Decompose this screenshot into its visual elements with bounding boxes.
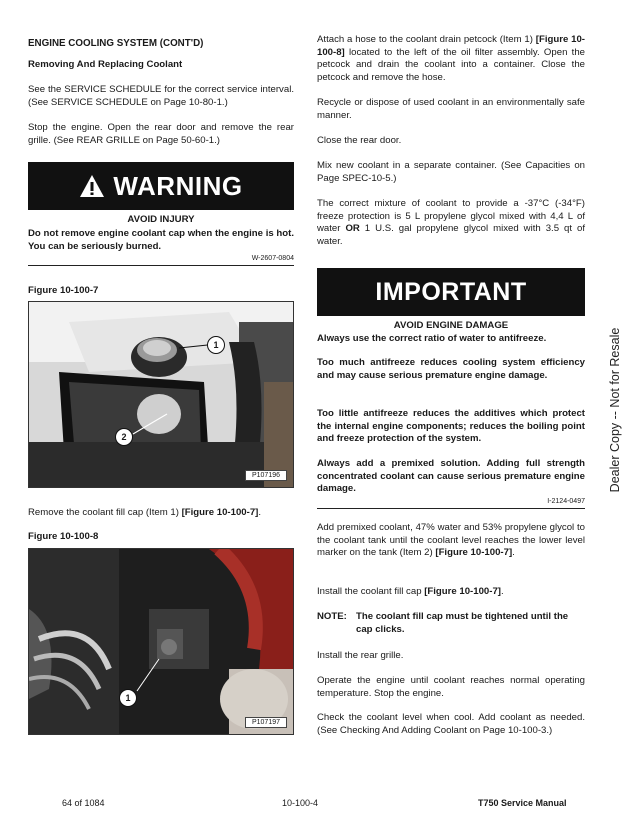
figure-ref: [Figure 10-100-7] xyxy=(181,507,259,518)
paragraph-remove-cap: Remove the coolant fill cap (Item 1) [Figure 10-100-7]. xyxy=(28,507,262,518)
paragraph-service-interval: See the SERVICE SCHEDULE for the correct service interval. (See SERVICE SCHEDULE on Page 10-80-1.) xyxy=(28,84,294,108)
important-line-3: Too little antifreeze reduces the additives which protect the internal engine components; reduces the boiling point and freeze protection of the system. xyxy=(317,408,585,445)
section-title: ENGINE COOLING SYSTEM (CONT'D) xyxy=(28,38,204,49)
figure-10-100-7-photo xyxy=(28,301,294,488)
callout-1: 1 xyxy=(207,336,225,354)
important-line-2: Too much antifreeze reduces cooling system efficiency and may cause serious premature engine damage. xyxy=(317,357,585,381)
figure-10-100-8-photo xyxy=(28,548,294,735)
footer-page-count: 64 of 1084 xyxy=(62,798,105,808)
footer-manual-title: T750 Service Manual xyxy=(478,798,567,808)
warning-divider xyxy=(28,265,294,266)
warning-triangle-icon xyxy=(79,174,105,198)
important-heading: AVOID ENGINE DAMAGE xyxy=(393,320,509,331)
footer-page-number: 10-100-4 xyxy=(282,798,319,808)
figure-label-1: Figure 10-100-7 xyxy=(28,285,99,296)
drain-petcock-illustration xyxy=(29,549,294,735)
callout-1: 1 xyxy=(119,689,137,707)
coolant-tank-illustration xyxy=(29,302,294,488)
paragraph-install-cap: Install the coolant fill cap [Figure 10-100-7]. xyxy=(317,586,504,597)
note-label: NOTE: xyxy=(317,611,347,622)
photo-code: P107197 xyxy=(245,717,287,728)
note-text: The coolant fill cap must be tightened until the cap clicks. xyxy=(356,611,569,635)
figure-label-2: Figure 10-100-8 xyxy=(28,531,99,542)
paragraph-attach-hose: Attach a hose to the coolant drain petcock (Item 1) [Figure 10-100-8] located to the left of the oil filter assembly. Open the petcock and drain the coolant into a container. Close the petcock and remove the hose. xyxy=(317,34,585,83)
warning-code: W-2607-0804 xyxy=(251,255,294,262)
paragraph-recycle: Recycle or dispose of used coolant in an environmentally safe manner. xyxy=(317,97,585,121)
warning-heading: AVOID INJURY xyxy=(127,214,195,225)
warning-text: Do not remove engine coolant cap when the engine is hot. You can be seriously burned. xyxy=(28,228,294,252)
paragraph-check-level: Check the coolant level when cool. Add coolant as needed. (See Checking And Adding Coolant on Page 10-100-3.) xyxy=(317,712,585,736)
sidebar-text: Dealer Copy -- Not for Resale xyxy=(608,327,622,493)
callout-2: 2 xyxy=(115,428,133,446)
important-divider xyxy=(317,508,585,509)
photo-code: P107196 xyxy=(245,470,287,481)
subheading: Removing And Replacing Coolant xyxy=(28,59,183,70)
paragraph-add-coolant: Add premixed coolant, 47% water and 53% propylene glycol to the coolant tank until the coolant level reaches the lower level marker on the tank (Item 2) [Figure 10-100-7]. xyxy=(317,522,585,559)
paragraph-mix-coolant: Mix new coolant in a separate container. (See Capacities on Page SPEC-10-5.) xyxy=(317,160,585,184)
paragraph-operate-engine: Operate the engine until coolant reaches normal operating temperature. Stop the engine. xyxy=(317,675,585,699)
paragraph-install-grille: Install the rear grille. xyxy=(317,650,404,661)
warning-title: WARNING xyxy=(113,170,243,201)
important-code: I-2124-0497 xyxy=(547,498,585,505)
paragraph-close-door: Close the rear door. xyxy=(317,135,402,146)
important-line-1: Always use the correct ratio of water to antifreeze. xyxy=(317,333,547,344)
paragraph-stop-engine: Stop the engine. Open the rear door and remove the rear grille. (See REAR GRILLE on Page 50-60-1.) xyxy=(28,122,294,146)
paragraph-coolant-mixture: The correct mixture of coolant to provide a -37°C (-34°F) freeze protection is 5 L propylene glycol mixed with 4,4 L of water OR 1 U.S. gal propylene glycol mixed with 3.5 qt of water. xyxy=(317,198,585,247)
important-title: IMPORTANT xyxy=(375,277,527,306)
figure-ref: [Figure 10-100-8] xyxy=(317,34,585,58)
figure-ref: [Figure 10-100-7] xyxy=(435,547,513,559)
figure-ref: [Figure 10-100-7] xyxy=(424,586,501,597)
important-line-4: Always add a premixed solution. Adding full strength concentrated coolant can cause serious premature engine damage. xyxy=(317,458,585,495)
warning-banner xyxy=(28,162,294,210)
dealer-copy-sidebar xyxy=(600,300,630,520)
important-banner xyxy=(317,268,585,316)
